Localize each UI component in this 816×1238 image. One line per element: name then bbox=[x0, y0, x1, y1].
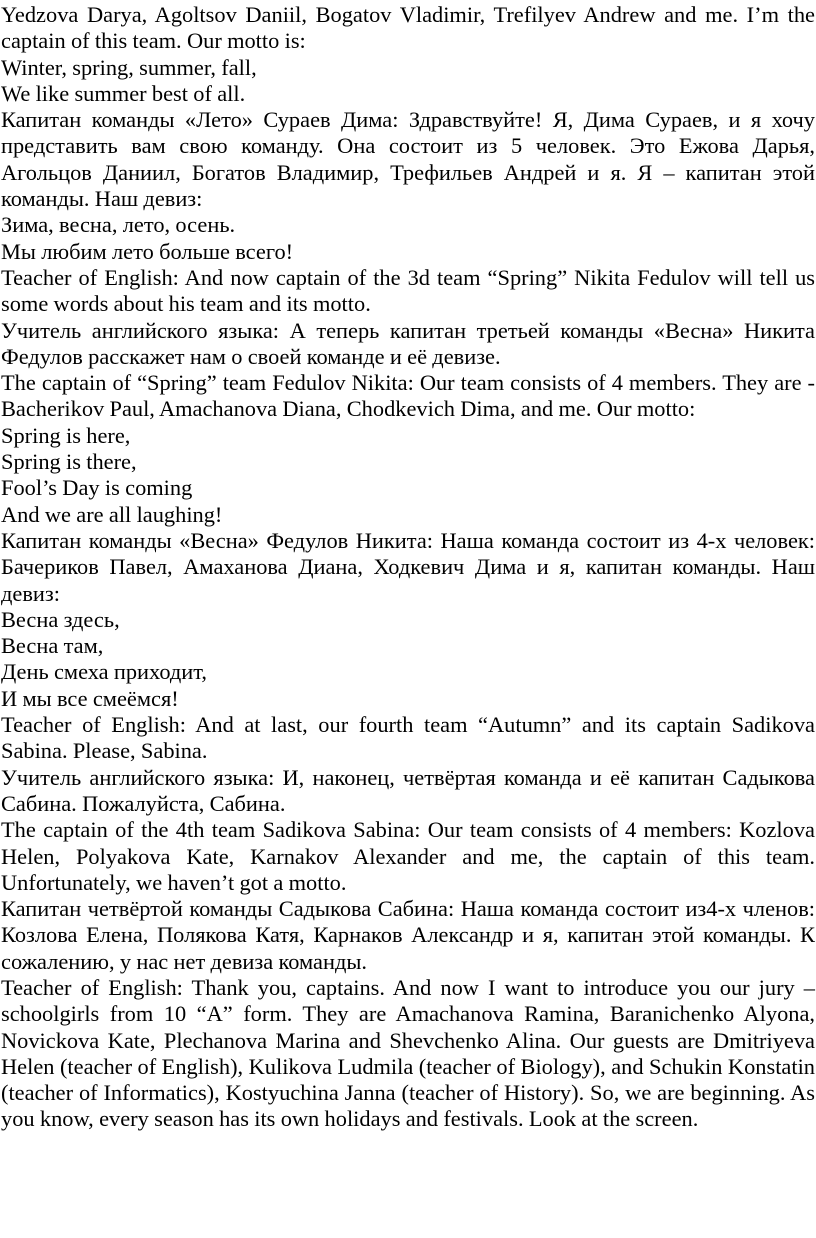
motto-line-spring-ru-1: Весна здесь, bbox=[1, 606, 120, 632]
motto-line-spring-1: Spring is here, bbox=[1, 422, 131, 448]
paragraph-spring-captain: The captain of “Spring” team Fedulov Nikita: Our team consists of 4 members. They are - Bacherikov Paul, Amachanova Diana, Chodkevich Dima, and me. Our motto: bbox=[1, 370, 815, 422]
paragraph-autumn-captain-ru: Капитан четвёртой команды Садыкова Сабина: Наша команда состоит из4-х членов: Козлова Елена, Полякова Катя, Карнаков Александр и я, капитан этой команды. К сожалению, у нас нет девиза команды. bbox=[1, 896, 815, 974]
paragraph-teacher-jury-intro: Teacher of English: Thank you, captains. And now I want to introduce you our jury – schoolgirls from 10 “A” form. They are Amachanova Ramina, Baranichenko Alyona, Novickova Kate, Plechanova Marina and Shevchenko Alina. Our guests are Dmitriyeva Helen (teacher of English), Kulikova Ludmila (teacher of Biology), and Schukin Konstatin (teacher of Informatics), Kostyuchina Janna (teacher of History). So, we are beginning. As you know, every season has its own holidays and festivals. Look at the screen. bbox=[1, 974, 815, 1132]
motto-line-spring-ru-2: Весна там, bbox=[1, 633, 104, 659]
paragraph-teacher-autumn-intro-ru: Учитель английского языка: И, наконец, четвёртая команда и её капитан Садыкова Сабина. Пожалуйста, Сабина. bbox=[1, 764, 815, 816]
paragraph-teacher-autumn-intro: Teacher of English: And at last, our fourth team “Autumn” and its captain Sadikova Sabina. Please, Sabina. bbox=[1, 712, 815, 764]
paragraph-autumn-captain: The captain of the 4th team Sadikova Sabina: Our team consists of 4 members: Kozlova Helen, Polyakova Kate, Karnakov Alexander and me, the captain of this team. Unfortunately, we haven’t got a motto. bbox=[1, 817, 815, 895]
motto-line-summer-ru-2: Мы любим лето больше всего! bbox=[1, 238, 294, 264]
motto-line-spring-3: Fool’s Day is coming bbox=[1, 475, 193, 501]
paragraph-teacher-spring-intro-ru: Учитель английского языка: А теперь капитан третьей команды «Весна» Никита Федулов расскажет нам о своей команде и её девизе. bbox=[1, 317, 815, 369]
motto-line-spring-4: And we are all laughing! bbox=[1, 501, 223, 527]
motto-line-summer-ru-1: Зима, весна, лето, осень. bbox=[1, 212, 236, 238]
motto-line-spring-2: Spring is there, bbox=[1, 449, 137, 475]
paragraph-teacher-spring-intro: Teacher of English: And now captain of the 3d team “Spring” Nikita Fedulov will tell us some words about his team and its motto. bbox=[1, 264, 815, 317]
motto-line-summer-1: Winter, spring, summer, fall, bbox=[1, 54, 257, 80]
paragraph-spring-captain-ru: Капитан команды «Весна» Федулов Никита: Наша команда состоит из 4-х человек: Бачериков Павел, Амаханова Диана, Ходкевич Дима и я, капитан команды. Наш девиз: bbox=[1, 527, 815, 606]
paragraph-summer-team-members: Yedzova Darya, Agoltsov Daniil, Bogatov Vladimir, Trefilyev Andrew and me. I’m the captain of this team. Our motto is: bbox=[1, 2, 815, 54]
motto-line-spring-ru-4: И мы все смеёмся! bbox=[1, 685, 179, 711]
motto-line-spring-ru-3: День смеха приходит, bbox=[1, 659, 207, 685]
motto-line-summer-2: We like summer best of all. bbox=[1, 80, 246, 106]
paragraph-summer-captain-ru: Капитан команды «Лето» Сураев Дима: Здравствуйте! Я, Дима Сураев, и я хочу представить вам свою команду. Она состоит из 5 человек. Это Ежова Дарья, Агольцов Даниил, Богатов Владимир, Трефильев Андрей и я. Я – капитан этой команды. Наш девиз: bbox=[1, 107, 815, 212]
